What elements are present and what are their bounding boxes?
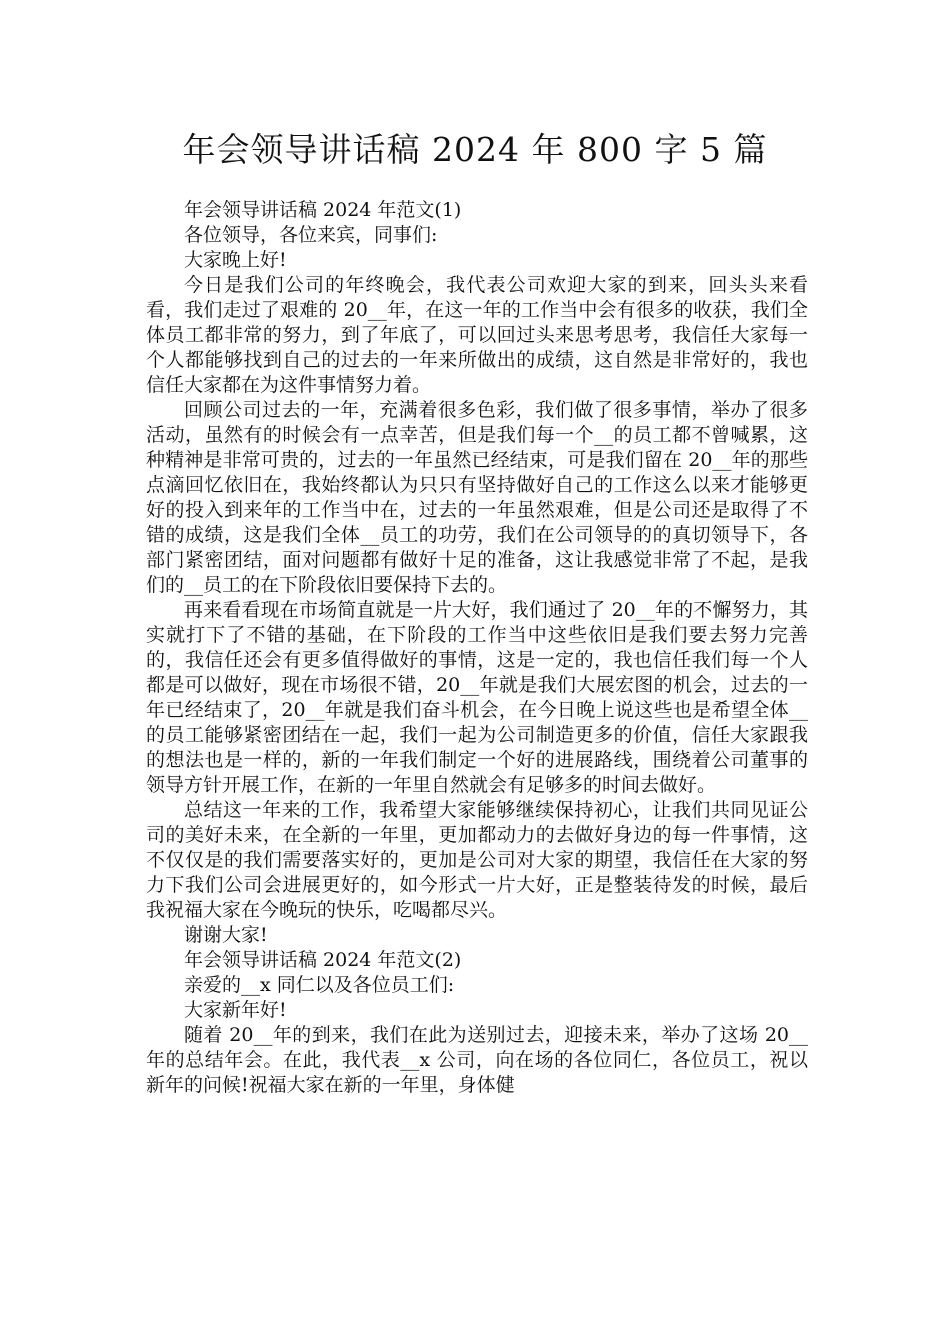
body-paragraph: 总结这一年来的工作，我希望大家能够继续保持初心，让我们共同见证公司的美好未来，在全新的一年里，更加都动力的去做好身边的每一件事情，这不仅仅是的我们需要落实好的，更加是公司对大家的期望，我信任在大家的努力下我们公司会进展更好的，如今形式一片大好，正是整装待发的时候，最后我祝福大家在今晚玩的快乐，吃喝都尽兴。	[146, 799, 808, 921]
section-heading-2: 年会领导讲话稿 2024 年范文(2)	[184, 949, 462, 971]
salutation: 亲爱的__x 同仁以及各位员工们:	[184, 974, 455, 996]
body-paragraph: 再来看看现在市场简直就是一片大好，我们通过了 20__年的不懈努力，其实就打下了不错的基础，在下阶段的工作当中这些依旧是我们要去努力完善的，我信任还会有更多值得做好的事情，这是一定的，我也信任我们每一个人都是可以做好，现在市场很不错，20__年就是我们大展宏图的机会，过去的一年已经结束了，20__年就是我们奋斗机会，在今日晚上说这些也是希望全体__的员工能够紧密团结在一起，我们一起为公司制造更多的价值，信任大家跟我的想法也是一样的，新的一年我们制定一个好的进展路线，围绕着公司董事的领导方针开展工作，在新的一年里自然就会有足够多的时间去做好。	[146, 599, 808, 796]
greeting: 大家晚上好!	[184, 249, 287, 271]
body-paragraph: 随着 20__年的到来，我们在此为送别过去，迎接未来，举办了这场 20__年的总结年会。在此，我代表__x 公司，向在场的各位同仁，各位员工，祝以新年的问候!祝福大家在新的一年里，身体健	[146, 1024, 808, 1096]
greeting: 大家新年好!	[184, 999, 287, 1021]
body-paragraph: 今日是我们公司的年终晚会，我代表公司欢迎大家的到来，回头头来看看，我们走过了艰难的 20__年，在这一年的工作当中会有很多的收获，我们全体员工都非常的努力，到了年底了，可以回过头来思考思考，我信任大家每一个人都能够找到自己的过去的一年来所做出的成绩，这自然是非常好的，我也信任大家都在为这件事情努力着。	[146, 274, 808, 396]
body-paragraph: 回顾公司过去的一年，充满着很多色彩，我们做了很多事情，举办了很多活动，虽然有的时候会有一点幸苦，但是我们每一个__的员工都不曾喊累，这种精神是非常可贵的，过去的一年虽然已经结束，可是我们留在 20__年的那些点滴回忆依旧在，我始终都认为只只有坚持做好自己的工作这么以来才能够更好的投入到来年的工作当中在，过去的一年虽然艰难，但是公司还是取得了不错的成绩，这是我们全体__员工的功劳，我们在公司领导的的真切领导下，各部门紧密团结，面对问题都有做好十足的准备，这让我感觉非常了不起，是我们的__员工的在下阶段依旧要保持下去的。	[146, 399, 808, 596]
closing-thanks: 谢谢大家!	[184, 924, 268, 946]
salutation: 各位领导，各位来宾，同事们:	[184, 224, 438, 246]
section-heading-1: 年会领导讲话稿 2024 年范文(1)	[184, 199, 462, 221]
document-title: 年会领导讲话稿 2024 年 800 字 5 篇	[182, 130, 768, 169]
document-body	[146, 198, 808, 1098]
